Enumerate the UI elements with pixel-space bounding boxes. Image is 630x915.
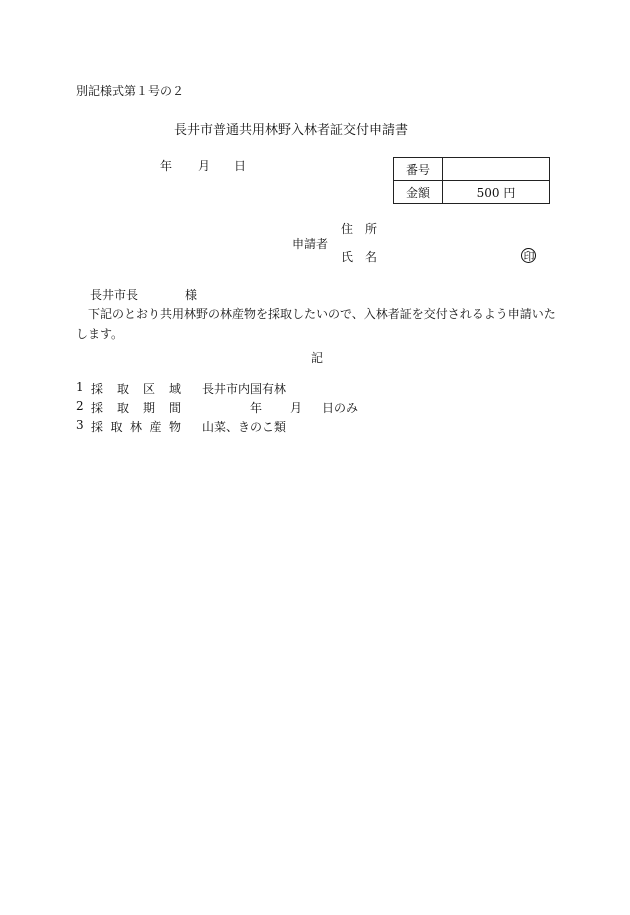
form-number: 別記様式第１号の２ [76,84,185,98]
applicant-label: 申請者 [292,237,329,251]
request-text: 下記のとおり共用林野の林産物を採取したいので、入林者証を交付されるよう申請いたします。 [76,307,556,341]
label-char: 物 [168,420,181,434]
number-value [443,158,550,181]
amount-row [394,181,550,204]
item-number: 1 [76,380,84,394]
label-char: 採 [91,420,104,434]
address-label: 住 所 [341,222,378,236]
item-label [91,380,181,397]
document-title: 長井市普通共用林野入林者証交付申請書 [174,123,409,138]
label-char: 間 [168,401,181,415]
label-char: 取 [116,401,129,415]
label-char: 産 [149,420,162,434]
period-year-label: 年 [250,401,263,415]
label-char: 採 [91,382,104,396]
period-day-label: 日のみ [322,401,359,415]
label-char: 取 [116,382,129,396]
name-label: 氏 名 [341,250,378,264]
period-month-label: 月 [290,401,303,415]
date-year-label: 年 [160,159,173,173]
item-number: 3 [76,418,84,432]
number-row [394,158,550,181]
ki-heading: 記 [311,351,324,365]
item-label [91,418,181,435]
label-char: 林 [129,420,142,434]
number-label: 番号 [394,158,443,181]
label-char: 取 [110,420,123,434]
amount-label: 金額 [394,181,443,204]
item-label [91,399,181,416]
label-char: 区 [142,382,155,396]
addressee-name: 長井市長 [90,288,139,302]
item-number: 2 [76,399,84,413]
amount-value: 500 円 [443,181,550,204]
date-day-label: 日 [234,159,247,173]
number-amount-table [393,157,550,204]
seal-mark: 印 [523,250,535,263]
addressee-suffix: 様 [185,288,198,302]
item-value: 山菜、きのこ類 [202,420,287,434]
label-char: 域 [168,382,181,396]
label-char: 期 [142,401,155,415]
item-value: 長井市内国有林 [202,382,287,396]
date-month-label: 月 [198,159,211,173]
label-char: 採 [91,401,104,415]
